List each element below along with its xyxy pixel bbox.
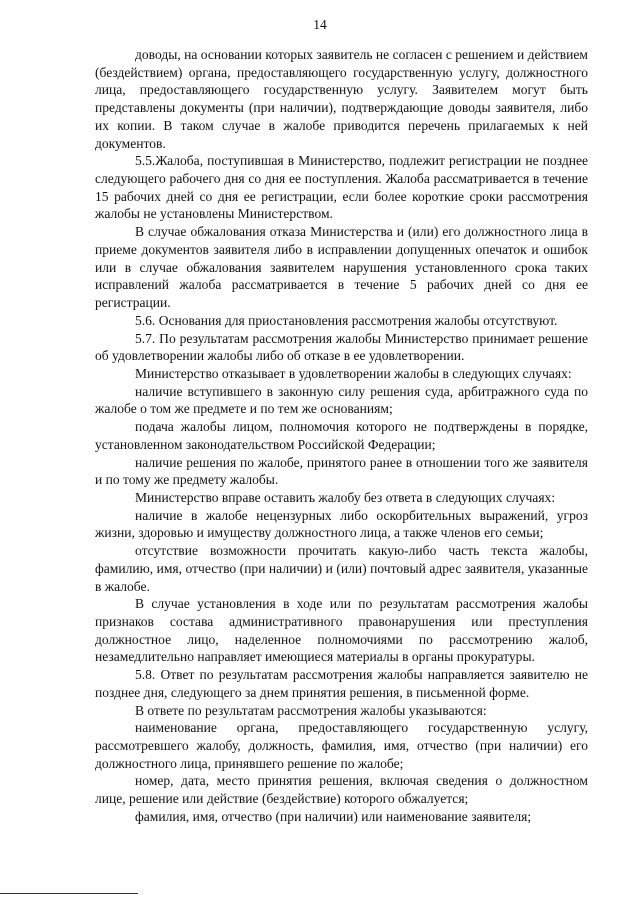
- paragraph-1: доводы, на основании которых заявитель не согласен с решением и действием (бездействием) органа, предоставляющего государственную услугу, должностного лица, предоставляющего государственную услугу. Заявителем могут быть представлены документы (при наличии), подтверждающие доводы заявителя, либо их копии. В таком случае в жалобе приводится перечень прилагаемых к ней документов.: [95, 47, 588, 151]
- paragraph-8: подача жалобы лицом, полномочия которого не подтверждены в порядке, установленном законодательством Российской Федерации;: [95, 419, 588, 452]
- paragraph-6: Министерство отказывает в удовлетворении жалобы в следующих случаях:: [135, 365, 572, 381]
- footer-rule: [0, 893, 138, 894]
- paragraph-2: 5.5.Жалоба, поступившая в Министерство, подлежит регистрации не позднее следующего рабочего дня со дня ее поступления. Жалоба рассматривается в течение 15 рабочих дней со дня ее регистрации, если более короткие сроки рассмотрения жалобы не установлены Министерством.: [95, 153, 588, 222]
- paragraph-14: 5.8. Ответ по результатам рассмотрения жалобы направляется заявителю не позднее дня, следующего за днем принятия решения, в письменной форме.: [95, 667, 588, 700]
- paragraph-10: Министерство вправе оставить жалобу без ответа в следующих случаях:: [135, 489, 556, 505]
- paragraph-16: наименование органа, предоставляющего государственную услугу, рассмотревшего жалобу, должность, фамилия, имя, отчество (при наличии) его должностного лица, принявшего решение по жалобе;: [95, 720, 588, 771]
- paragraph-18: фамилия, имя, отчество (при наличии) или наименование заявителя;: [135, 808, 532, 824]
- paragraph-17: номер, дата, место принятия решения, включая сведения о должностном лице, решение или действие (бездействие) которого обжалуется;: [95, 773, 588, 807]
- paragraph-15: В ответе по результатам рассмотрения жалобы указываются:: [135, 702, 487, 718]
- paragraph-3: В случае обжалования отказа Министерства и (или) его должностного лица в приеме документов заявителя либо в исправлении допущенных опечаток и ошибок или в случае обжалования заявителем нарушения установленного срока таких исправлений жалоба рассматривается в течение 5 рабочих дней со дня ее регистрации.: [95, 224, 588, 311]
- paragraph-9: наличие решения по жалобе, принятого ранее в отношении того же заявителя и по тому же предмету жалобы.: [95, 454, 588, 488]
- paragraph-7: наличие вступившего в законную силу решения суда, арбитражного суда по жалобе о том же предмете и по тем же основаниям;: [95, 383, 588, 417]
- page-number: 14: [313, 17, 327, 32]
- paragraph-13: В случае установления в ходе или по результатам рассмотрения жалобы признаков состава административного правонарушения или преступления должностное лицо, наделенное полномочиями по рассмотрению жалоб, незамедлительно направляет имеющиеся материалы в органы прокуратуры.: [95, 596, 588, 665]
- paragraph-5: 5.7. По результатам рассмотрения жалобы Министерство принимает решение об удовлетворении жалобы либо об отказе в ее удовлетворении.: [95, 330, 588, 364]
- paragraph-11: наличие в жалобе нецензурных либо оскорбительных выражений, угроз жизни, здоровью и имуществу должностного лица, а также членов его семьи;: [95, 507, 588, 541]
- document-body: [95, 46, 588, 826]
- paragraph-4: 5.6. Основания для приостановления рассмотрения жалобы отсутствуют.: [135, 312, 558, 328]
- paragraph-12: отсутствие возможности прочитать какую-либо часть текста жалобы, фамилию, имя, отчество (при наличии) и (или) почтовый адрес заявителя, указанные в жалобе.: [95, 543, 588, 594]
